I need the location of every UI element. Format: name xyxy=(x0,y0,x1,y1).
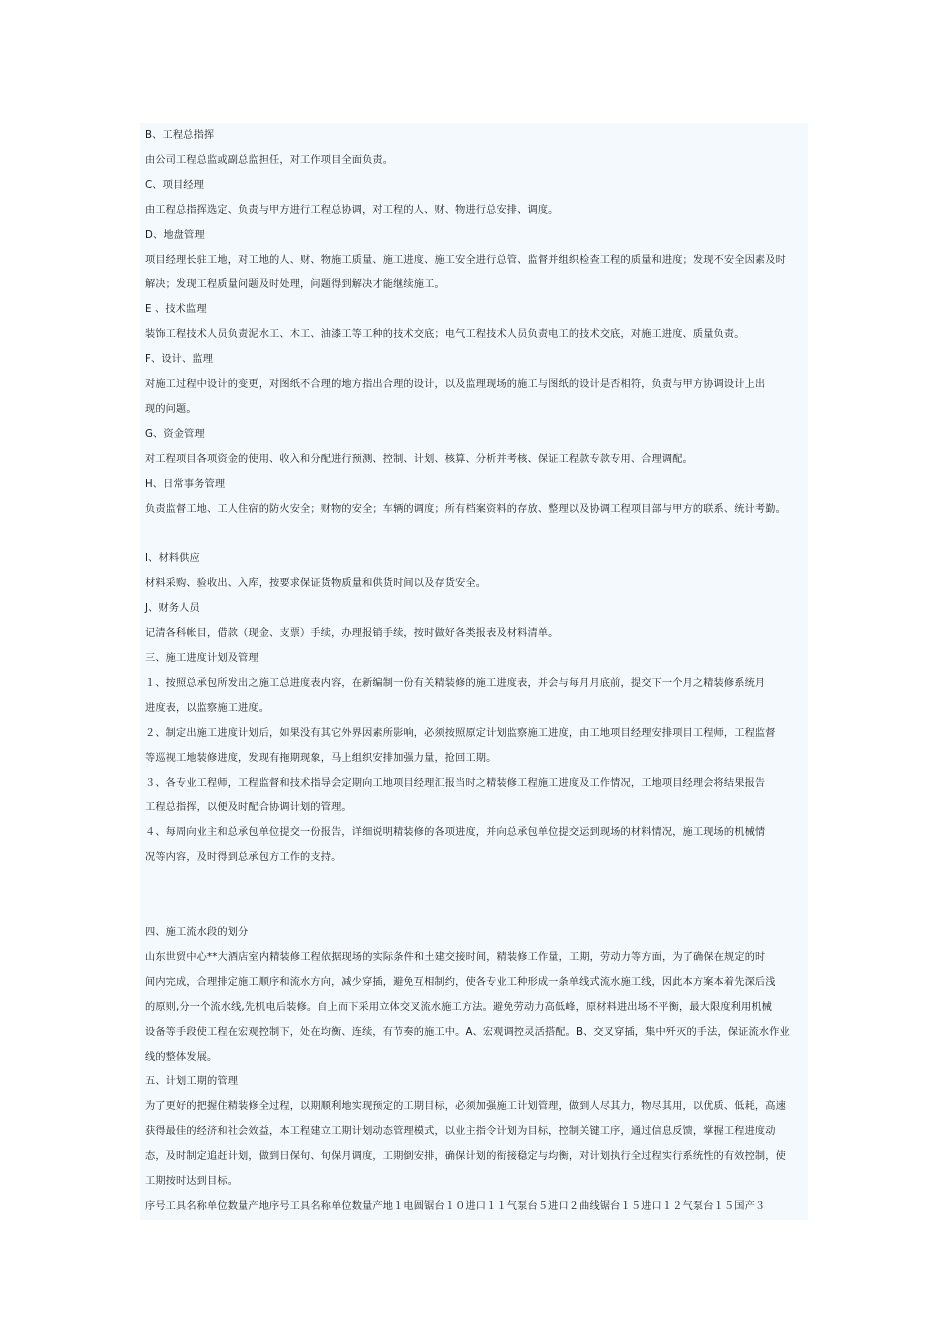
section-c-text: 由工程总指挥选定、负责与甲方进行工程总协调，对工程的人、财、物进行总安排、调度。 xyxy=(145,204,559,216)
duration-text-line-3: 态，及时制定追赶计划，做到日保旬、旬保月调度，工期倒安排，确保计划的衔接稳定与均衡，对计划执行全过程实行系统性的有效控制，使 xyxy=(145,1151,786,1163)
schedule-item-4-line-2: 况等内容，及时得到总承包方工作的支持。 xyxy=(145,852,342,864)
flow-text-line-5: 线的整体发展。 xyxy=(145,1051,218,1063)
section-heading-duration: 五、计划工期的管理 xyxy=(145,1076,239,1088)
schedule-item-4-line-1: ４、每周向业主和总承包单位提交一份报告，详细说明精装修的各项进度，并向总承包单位提交运到现场的材料情况，施工现场的机械情 xyxy=(145,827,766,839)
flow-text-line-2: 间内完成，合理排定施工顺序和流水方向，减少穿插，避免互相制约，使各专业工种形成一条单线式流水施工线，因此本方案本着先深后浅 xyxy=(145,976,776,988)
section-g-text: 对工程项目各项资金的使用、收入和分配进行预测、控制、计划、核算、分析并考核、保证工程款专款专用、合理调配。 xyxy=(145,453,693,465)
section-b-text: 由公司工程总监或副总监担任，对工作项目全面负责。 xyxy=(145,154,394,166)
section-heading-schedule: 三、施工进度计划及管理 xyxy=(145,653,259,665)
duration-text-line-4: 工期按时达到目标。 xyxy=(145,1176,239,1188)
section-heading-i: I、材料供应 xyxy=(145,553,200,565)
section-heading-h: H、日常事务管理 xyxy=(145,478,226,490)
section-f-text-line-1: 对施工过程中设计的变更，对图纸不合理的地方指出合理的设计，以及监理现场的施工与图纸的设计是否相符，负责与甲方协调设计上出 xyxy=(145,379,766,391)
section-heading-g: G、资金管理 xyxy=(145,428,205,440)
section-heading-c: C、项目经理 xyxy=(145,179,204,191)
schedule-item-3-line-1: ３、各专业工程师，工程监督和技术指导会定期向工地项目经理汇报当时之精装修工程施工进度及工作情况，工地项目经理会将结果报告 xyxy=(145,777,766,789)
section-heading-f: F、设计、监理 xyxy=(145,354,214,366)
schedule-item-3-line-2: 工程总指挥，以便及时配合协调计划的管理。 xyxy=(145,802,352,814)
spacer xyxy=(145,871,805,921)
section-d-text-line-1: 项目经理长驻工地，对工地的人、财、物施工质量、施工进度、施工安全进行总管、监督并组织检查工程的质量和进度；发现不安全因素及时 xyxy=(145,254,786,266)
flow-text-line-3: 的原则,分一个流水线,先机电后装修。自上而下采用立体交叉流水施工方法。避免劳动力高低峰，原材料进出场不平衡，最大限度利用机械 xyxy=(145,1001,773,1013)
spacer xyxy=(145,523,805,548)
tool-table-text-line: 序号工具名称单位数量产地序号工具名称单位数量产地１电圆锯台１０进口１１气泵台５进口２曲线锯台１５进口１２气泵台１５国产３ xyxy=(145,1200,766,1212)
section-heading-j: J、财务人员 xyxy=(145,603,200,615)
schedule-item-1-line-2: 进度表，以监察施工进度。 xyxy=(145,702,270,714)
schedule-item-2-line-2: 等巡视工地装修进度，发现有拖期现象，马上组织安排加强力量，抢回工期。 xyxy=(145,752,497,764)
flow-text-line-1: 山东世贸中心**大酒店室内精装修工程依据现场的实际条件和土建交接时间，精装修工作量，工期，劳动力等方面，为了确保在规定的时 xyxy=(145,951,766,963)
section-h-text: 负责监督工地、工人住宿的防火安全；财物的安全；车辆的调度；所有档案资料的存放、整理以及协调工程项目部与甲方的联系、统计考勤。 xyxy=(145,503,786,515)
duration-text-line-2: 获得最佳的经济和社会效益，本工程建立工期计划动态管理模式，以业主指令计划为目标，控制关键工序，通过信息反馈，掌握工程进度动 xyxy=(145,1126,776,1138)
schedule-item-1-line-1: １、按照总承包所发出之施工总进度表内容，在新编制一份有关精装修的施工进度表，并会与每月月底前，提交下一个月之精装修系统月 xyxy=(145,677,766,689)
duration-text-line-1: 为了更好的把握住精装修全过程，以期顺利地实现预定的工期目标，必须加强施工计划管理，做到人尽其力，物尽其用，以优质、低耗，高速 xyxy=(145,1101,786,1113)
section-i-text: 材料采购、验收出、入库，按要求保证货物质量和供货时间以及存货安全。 xyxy=(145,578,487,590)
section-j-text: 记清各科帐目，借款（现金、支票）手续，办理报销手续，按时做好各类报表及材料清单。 xyxy=(145,628,559,640)
section-heading-b: B、工程总指挥 xyxy=(145,130,215,141)
schedule-item-2-line-1: ２、制定出施工进度计划后，如果没有其它外界因素所影响，必须按照原定计划监察施工进度，由工地项目经理安排项目工程师，工程监督 xyxy=(145,727,776,739)
section-heading-d: D、地盘管理 xyxy=(145,229,205,241)
section-f-text-line-2: 现的问题。 xyxy=(145,403,197,415)
document-body xyxy=(145,124,805,1220)
section-e-text: 装饰工程技术人员负责泥水工、木工、油漆工等工种的技术交底；电气工程技术人员负责电工的技术交底，对施工进度、质量负责。 xyxy=(145,329,745,341)
flow-text-line-4: 设备等手段使工程在宏观控制下，处在均衡、连续，有节奏的施工中。A、宏观调控灵活搭配。B、交叉穿插，集中歼灭的手法，保证流水作业 xyxy=(145,1026,790,1038)
section-heading-e: E 、技术监理 xyxy=(145,304,207,316)
section-d-text-line-2: 解决；发现工程质量问题及时处理，问题得到解决才能继续施工。 xyxy=(145,279,445,291)
section-heading-flow: 四、施工流水段的划分 xyxy=(145,926,249,938)
